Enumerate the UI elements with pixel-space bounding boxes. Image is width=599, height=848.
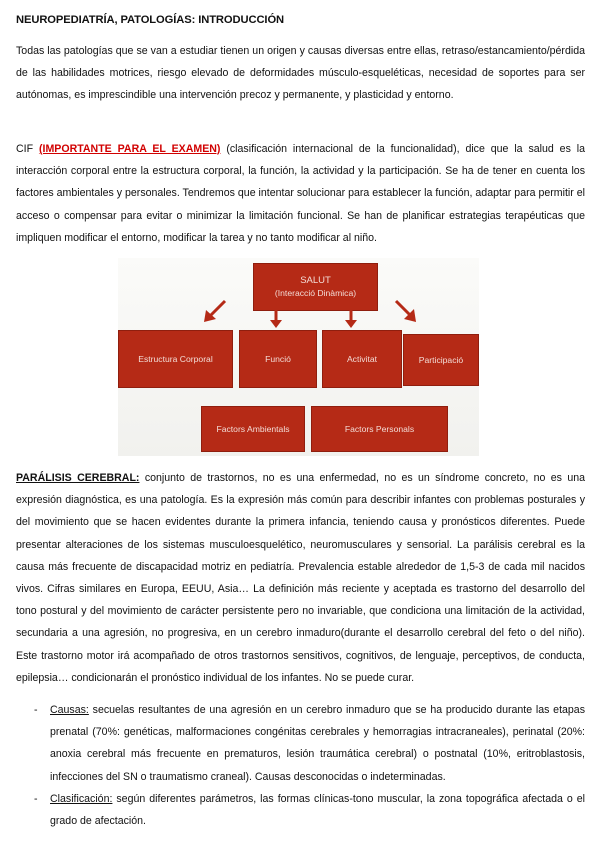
paralisis-text: conjunto de trastornos, no es una enfermedad, no es un síndrome concreto, no es una expresión diagnóstica, es una patología. Es la expresión más común para describir infantes con problemas posturales y del movimiento que se hacen evidentes durante la primera infancia, teniendo causa y pronósticos diferentes. Puede presentar alteraciones de los sistemas musculoesquelético, neuromusculares y sensorial. La parálisis cerebral es la causa más frecuente de discapacidad motriz en pediatría. Prevalencia estable alrededor de 1,5-3 de cada mil nacidos vivos. Cifras similares en Europa, EEUU, Asia… La definición más reciente y aceptada es trastorno del desarrollo del tono postural y del movimiento de carácter persistente pero no invariable, que condiciona una limitación de la actividad, secundaria a una agresión, no progresiva, en un cerebro inmaduro(durante el desarrollo cerebral del feto o del niño). Este trastorno motor irá acompañado de otros trastornos sensitivos, cognitivos, de lenguaje, perceptivos, de conducta, epilepsia… condicionarán el pronóstico individual de los infantes. No se puede curar. bbox=[16, 472, 585, 684]
important-note: (IMPORTANTE PARA EL EXAMEN) bbox=[38, 143, 221, 155]
diagram-box-funcio: Funció bbox=[239, 330, 317, 388]
list-dash: - bbox=[34, 704, 38, 716]
list-dash: - bbox=[34, 792, 38, 805]
diagram-box-activitat: Activitat bbox=[322, 330, 402, 388]
paralisis-term: PARÁLISIS CEREBRAL: bbox=[16, 472, 140, 484]
arrow-down-funcio-icon bbox=[270, 310, 282, 328]
diagram-box-participacio: Participació bbox=[403, 334, 479, 386]
cif-diagram bbox=[118, 258, 479, 456]
list-item-term: Causas: bbox=[50, 704, 89, 716]
list-item-term: Clasificación: bbox=[50, 792, 113, 805]
cif-lead: CIF bbox=[16, 143, 39, 155]
arrow-left-icon bbox=[204, 301, 225, 322]
arrow-right-icon bbox=[396, 301, 416, 322]
paralisis-paragraph bbox=[16, 467, 585, 689]
list-item bbox=[34, 788, 585, 832]
intro-paragraph: Todas las patologías que se van a estudiar tienen un origen y causas diversas entre ellas, retraso/estancamiento/pérdida de las habilidades motrices, riesgo elevado de deformidades músculo-esqueléticas, necesidad de soportes para ser autónomas, es imprescindible una intervención precoz y permanente, y plasticidad y entorno. bbox=[16, 45, 585, 102]
cif-paragraph bbox=[16, 138, 585, 249]
list-item bbox=[34, 699, 585, 788]
list-item-text: secuelas resultantes de una agresión en un cerebro inmaduro que se ha producido durante las etapas prenatal (70%: genéticas, malformaciones congénitas cerebrales y hemorragias intracraneales), perinatal (20%: anoxia cerebral más frecuente en prematuros, lesión traumática cerebral) o postnatal (10%, eritroblastosis, infecciones del SN o traumatismo craneal). Causas desconocidas o indeterminadas. bbox=[50, 704, 585, 783]
page-title: NEUROPEDIATRÍA, PATOLOGÍAS: INTRODUCCIÓN bbox=[16, 14, 285, 26]
bullet-list bbox=[34, 699, 585, 832]
diagram-box-personals: Factors Personals bbox=[311, 406, 448, 452]
salut-title: SALUT bbox=[300, 275, 331, 286]
salut-subtitle: (Interacció Dinàmica) bbox=[274, 288, 357, 298]
list-item-text: según diferentes parámetros, las formas clínicas-tono muscular, la zona topográfica afectada o el grado de afectación. bbox=[50, 792, 585, 828]
arrow-down-activitat-icon bbox=[345, 310, 357, 328]
diagram-box-estructura: Estructura Corporal bbox=[118, 330, 233, 388]
cif-text: (clasificación internacional de la funcionalidad), dice que la salud es la interacción corporal entre la estructura corporal, la función, la actividad y la participación. Se ha de tener en cuenta los factores ambientales y personales. Tendremos que intentar solucionar para establecer la función, adaptar para permitir el acceso o compensar para evitar o minimizar la limitación funcional. Se han de planificar estrategias terapéuticas que impliquen modificar el entorno, modificar la tarea y no tanto modificar al niño. bbox=[16, 143, 586, 244]
diagram-box-ambientals: Factors Ambientals bbox=[201, 406, 305, 452]
